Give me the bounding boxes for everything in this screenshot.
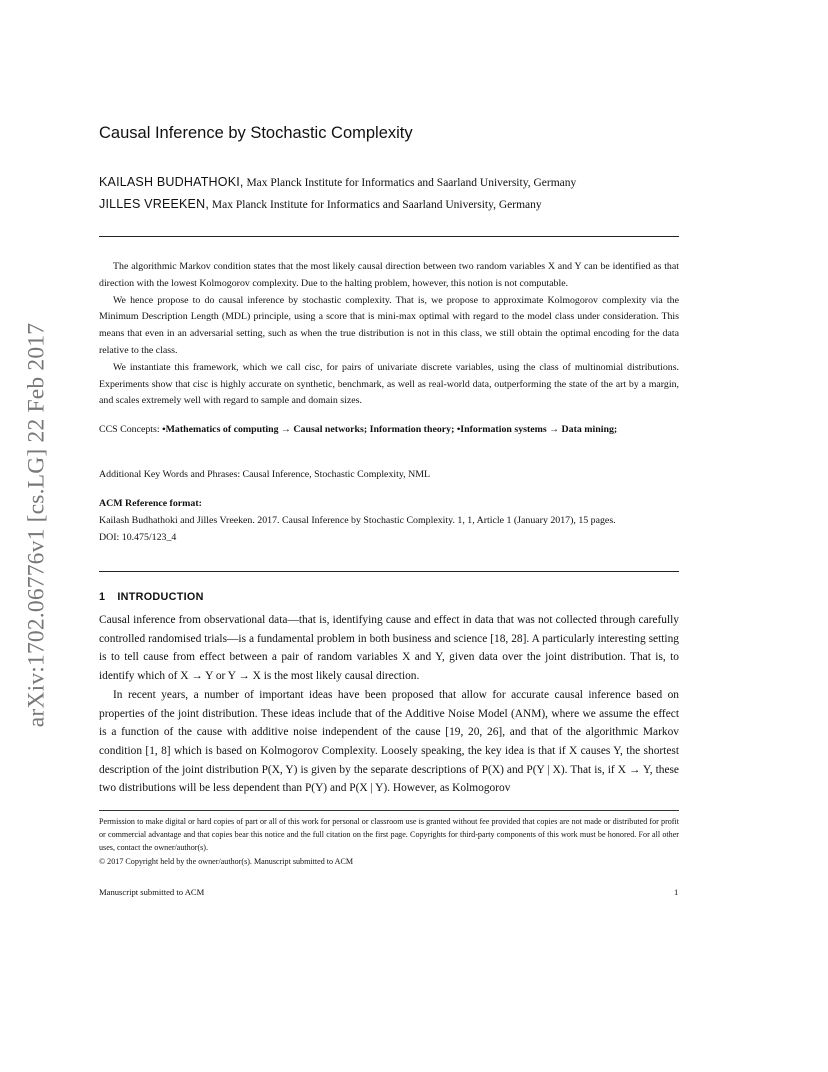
page-number: 1: [674, 887, 679, 897]
paper-title: Causal Inference by Stochastic Complexity: [99, 124, 413, 142]
arxiv-sidebar-stamp: [20, 290, 54, 760]
copyright-text: © 2017 Copyright held by the owner/author(s). Manuscript submitted to ACM: [99, 856, 354, 866]
abstract-paragraph: We instantiate this framework, which we call cisc, for pairs of univariate discrete variables, using the class of multinomial distributions. Experiments show that cisc is highly accurate on synthetic, benchmark, as well as real-world data, outperforming the state of the art by a margin, and scales extremely well with regard to sample and domain sizes.: [99, 361, 679, 407]
abstract-paragraph: We hence propose to do causal inference by stochastic complexity. That is, we propose to approximate Kolmogorov complexity via the Minimum Description Length (MDL) principle, using a score that is mini-max optimal with regard to the model class under consideration. This means that even in an adversarial setting, such as when the true distribution is not in this class, we still obtain the optimal encoding for the data relative to the class.: [99, 294, 679, 356]
section-title: INTRODUCTION: [117, 591, 204, 603]
section-heading: [99, 591, 204, 603]
permission-text: Permission to make digital or hard copies of part or all of this work for personal or classroom use is granted without fee provided that copies are not made or distributed for profit or commercial advantage and that copies bear this notice and the full citation on the first page. Copyrights for third-party components of this work must be honored. For all other uses, contact the owner/author(s).: [99, 817, 679, 853]
acm-reference-doi: DOI: 10.475/123_4: [99, 531, 177, 543]
author-line-2: [99, 197, 542, 211]
acm-reference-heading: ACM Reference format:: [99, 498, 202, 509]
section-divider: [99, 571, 679, 572]
introduction-body: [99, 611, 679, 798]
ccs-list: •Mathematics of computing → Causal networks; Information theory; •Information systems → Data mining;: [162, 424, 618, 435]
permission-footnote: [99, 815, 679, 868]
body-paragraph: In recent years, a number of important ideas have been proposed that allow for accurate causal inference based on properties of the joint distribution. These ideas include that of the Additive Noise Model (ANM), where we assume the effect is a function of the cause with additive noise independent of the cause [19, 20, 26], and that of the algorithmic Markov condition [1, 8] which is based on Kolmogorov Complexity. Loosely speaking, the key idea is that if X causes Y, the shortest description of the joint distribution P(X, Y) is given by the separate descriptions of P(X) and P(Y | X). That is, if X → Y, these two distributions will be less dependent than P(Y) and P(X | Y). However, as Kolmogorov: [99, 688, 679, 795]
abstract-paragraph: The algorithmic Markov condition states that the most likely causal direction between two random variables X and Y can be identified as that direction with the lowest Kolmogorov complexity. Due to the halting problem, however, this notion is not computable.: [99, 261, 679, 289]
author-line-1: [99, 175, 576, 189]
keywords: Additional Key Words and Phrases: Causal Inference, Stochastic Complexity, NML: [99, 469, 431, 480]
acm-reference-citation: Kailash Budhathoki and Jilles Vreeken. 2017. Causal Inference by Stochastic Complexity. 1, 1, Article 1 (January 2017), 15 pages.: [99, 515, 616, 526]
header-divider: [99, 236, 679, 237]
acm-reference: [99, 513, 679, 546]
abstract: [99, 259, 679, 410]
body-paragraph: Causal inference from observational data—that is, identifying cause and effect in data that was not collected through carefully controlled randomised trials—is a fundamental problem in both business and science [18, 28]. A particularly interesting setting is to tell cause from effect between a pair of random variables X and Y, given data over the joint distribution. That is, to identify which of X → Y or Y → X is the most likely causal direction.: [99, 614, 679, 683]
author-name: KAILASH BUDHATHOKI,: [99, 175, 244, 189]
running-footer: Manuscript submitted to ACM: [99, 887, 205, 897]
arxiv-id: arXiv:1702.06776v1 [cs.LG] 22 Feb 2017: [23, 322, 50, 728]
author-affiliation: Max Planck Institute for Informatics and Saarland University, Germany: [243, 177, 577, 189]
ccs-label: CCS Concepts:: [99, 424, 163, 435]
footnote-divider: [99, 810, 679, 811]
section-number: 1: [99, 591, 106, 603]
ccs-concepts: [99, 422, 679, 439]
author-name: JILLES VREEKEN,: [99, 197, 209, 211]
author-affiliation: Max Planck Institute for Informatics and Saarland University, Germany: [209, 199, 542, 211]
